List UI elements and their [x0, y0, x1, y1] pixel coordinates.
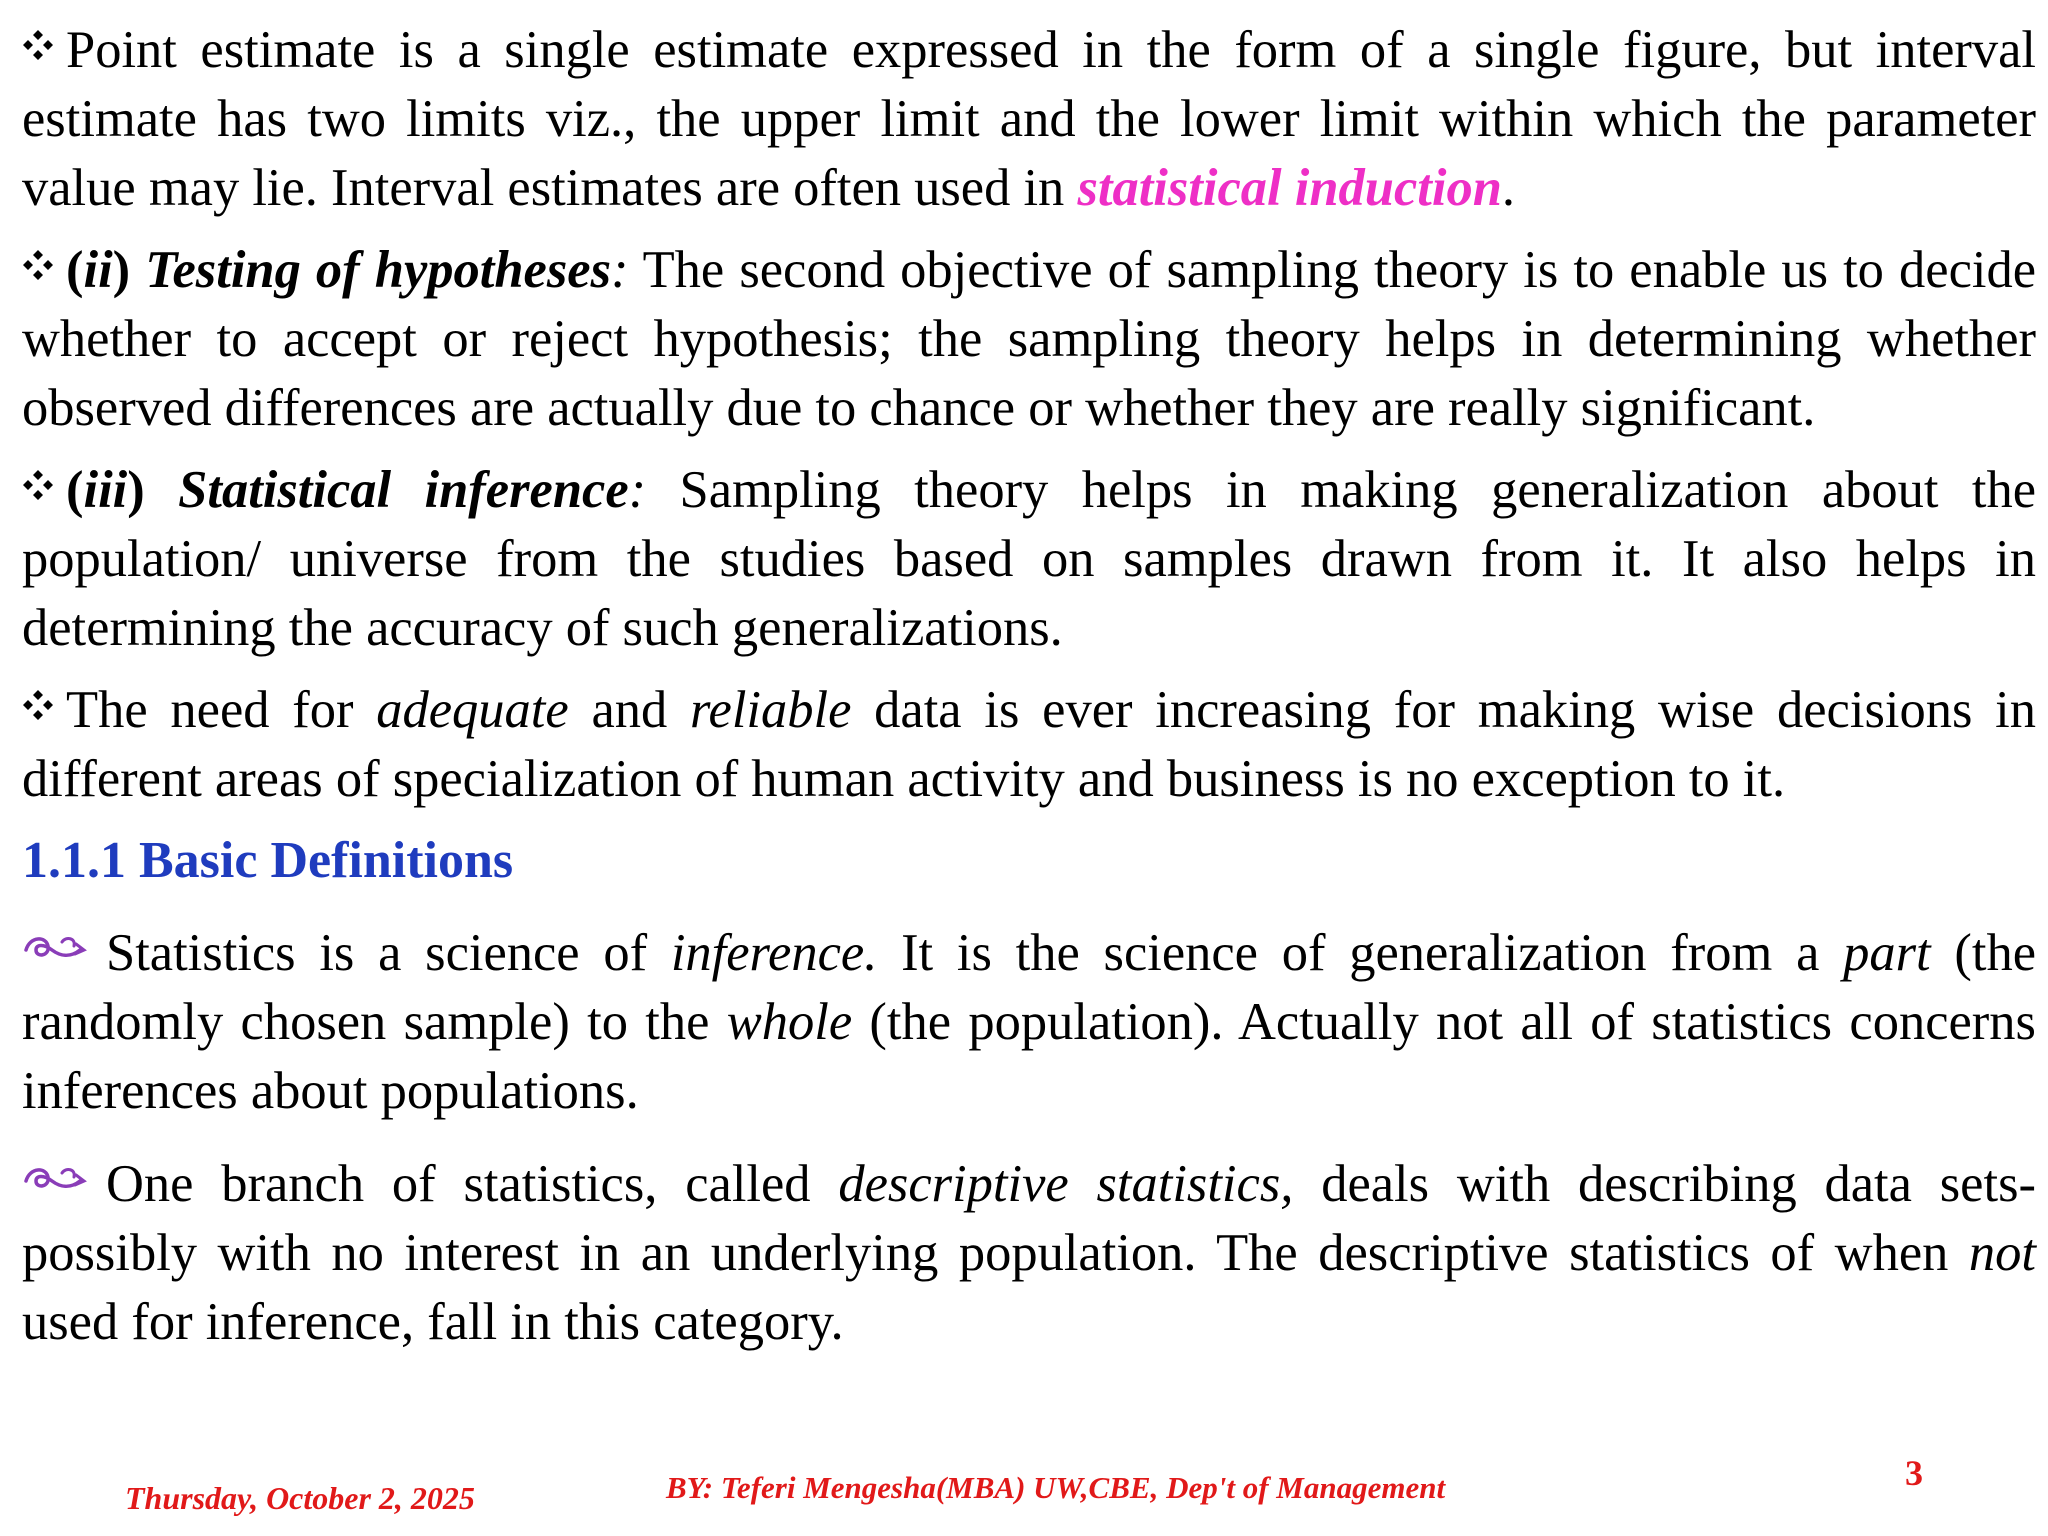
highlight-statistical-induction: statistical induction: [1077, 159, 1502, 217]
four-diamond-bullet-icon: [22, 249, 54, 281]
page-number: 3: [1905, 1453, 1923, 1493]
paragraph-statistical-inference: (iii) Statistical inference: Sampling theory helps in making generalization about the population/ universe from the studies based on samples drawn from it. It also helps in determining the accuracy of such generalizations.: [22, 461, 2037, 657]
paragraph-point-estimate: Point estimate is a single estimate expressed in the form of a single figure, but interval estimate has two limits viz., the upper limit and the lower limit within which the parameter value may lie. Interval estimates are often used in statistical induction.: [22, 21, 2036, 217]
definition-descriptive-statistics: One branch of statistics, called descriptive statistics, deals with describing data sets-possibly with no interest in an underlying population. The descriptive statistics of when not used for inference, fall in this category.: [22, 1146, 2036, 1357]
four-diamond-bullet-icon: [22, 469, 54, 501]
four-diamond-bullet-icon: [22, 29, 54, 61]
slide-content: [22, 16, 2036, 1357]
swirl-bullet-icon: [22, 1146, 88, 1180]
footer-date: Thursday, October 2, 2025: [125, 1480, 475, 1516]
paragraph-testing-hypotheses: (ii) Testing of hypotheses: The second objective of sampling theory is to enable us to decide whether to accept or reject hypothesis; the sampling theory helps in determining whether observed differences are actually due to chance or whether they are really significant.: [22, 241, 2037, 437]
footer-author: BY: Teferi Mengesha(MBA) UW,CBE, Dep't of Management: [666, 1470, 1446, 1505]
item-title-statistical-inference: Statistical inference: [178, 461, 629, 519]
swirl-bullet-icon: [22, 915, 88, 949]
four-diamond-bullet-icon: [22, 689, 54, 721]
definition-inference: Statistics is a science of inference. It is the science of generalization from a part (the randomly chosen sample) to the whole (the population). Actually not all of statistics concerns inferences about populations.: [22, 915, 2036, 1126]
paragraph-need-for-data: The need for adequate and reliable data is ever increasing for making wise decisions in different areas of specialization of human activity and business is no exception to it.: [22, 681, 2036, 808]
item-title-testing-of-hypotheses: Testing of hypotheses: [145, 241, 611, 299]
section-heading: 1.1.1 Basic Definitions: [22, 832, 514, 889]
